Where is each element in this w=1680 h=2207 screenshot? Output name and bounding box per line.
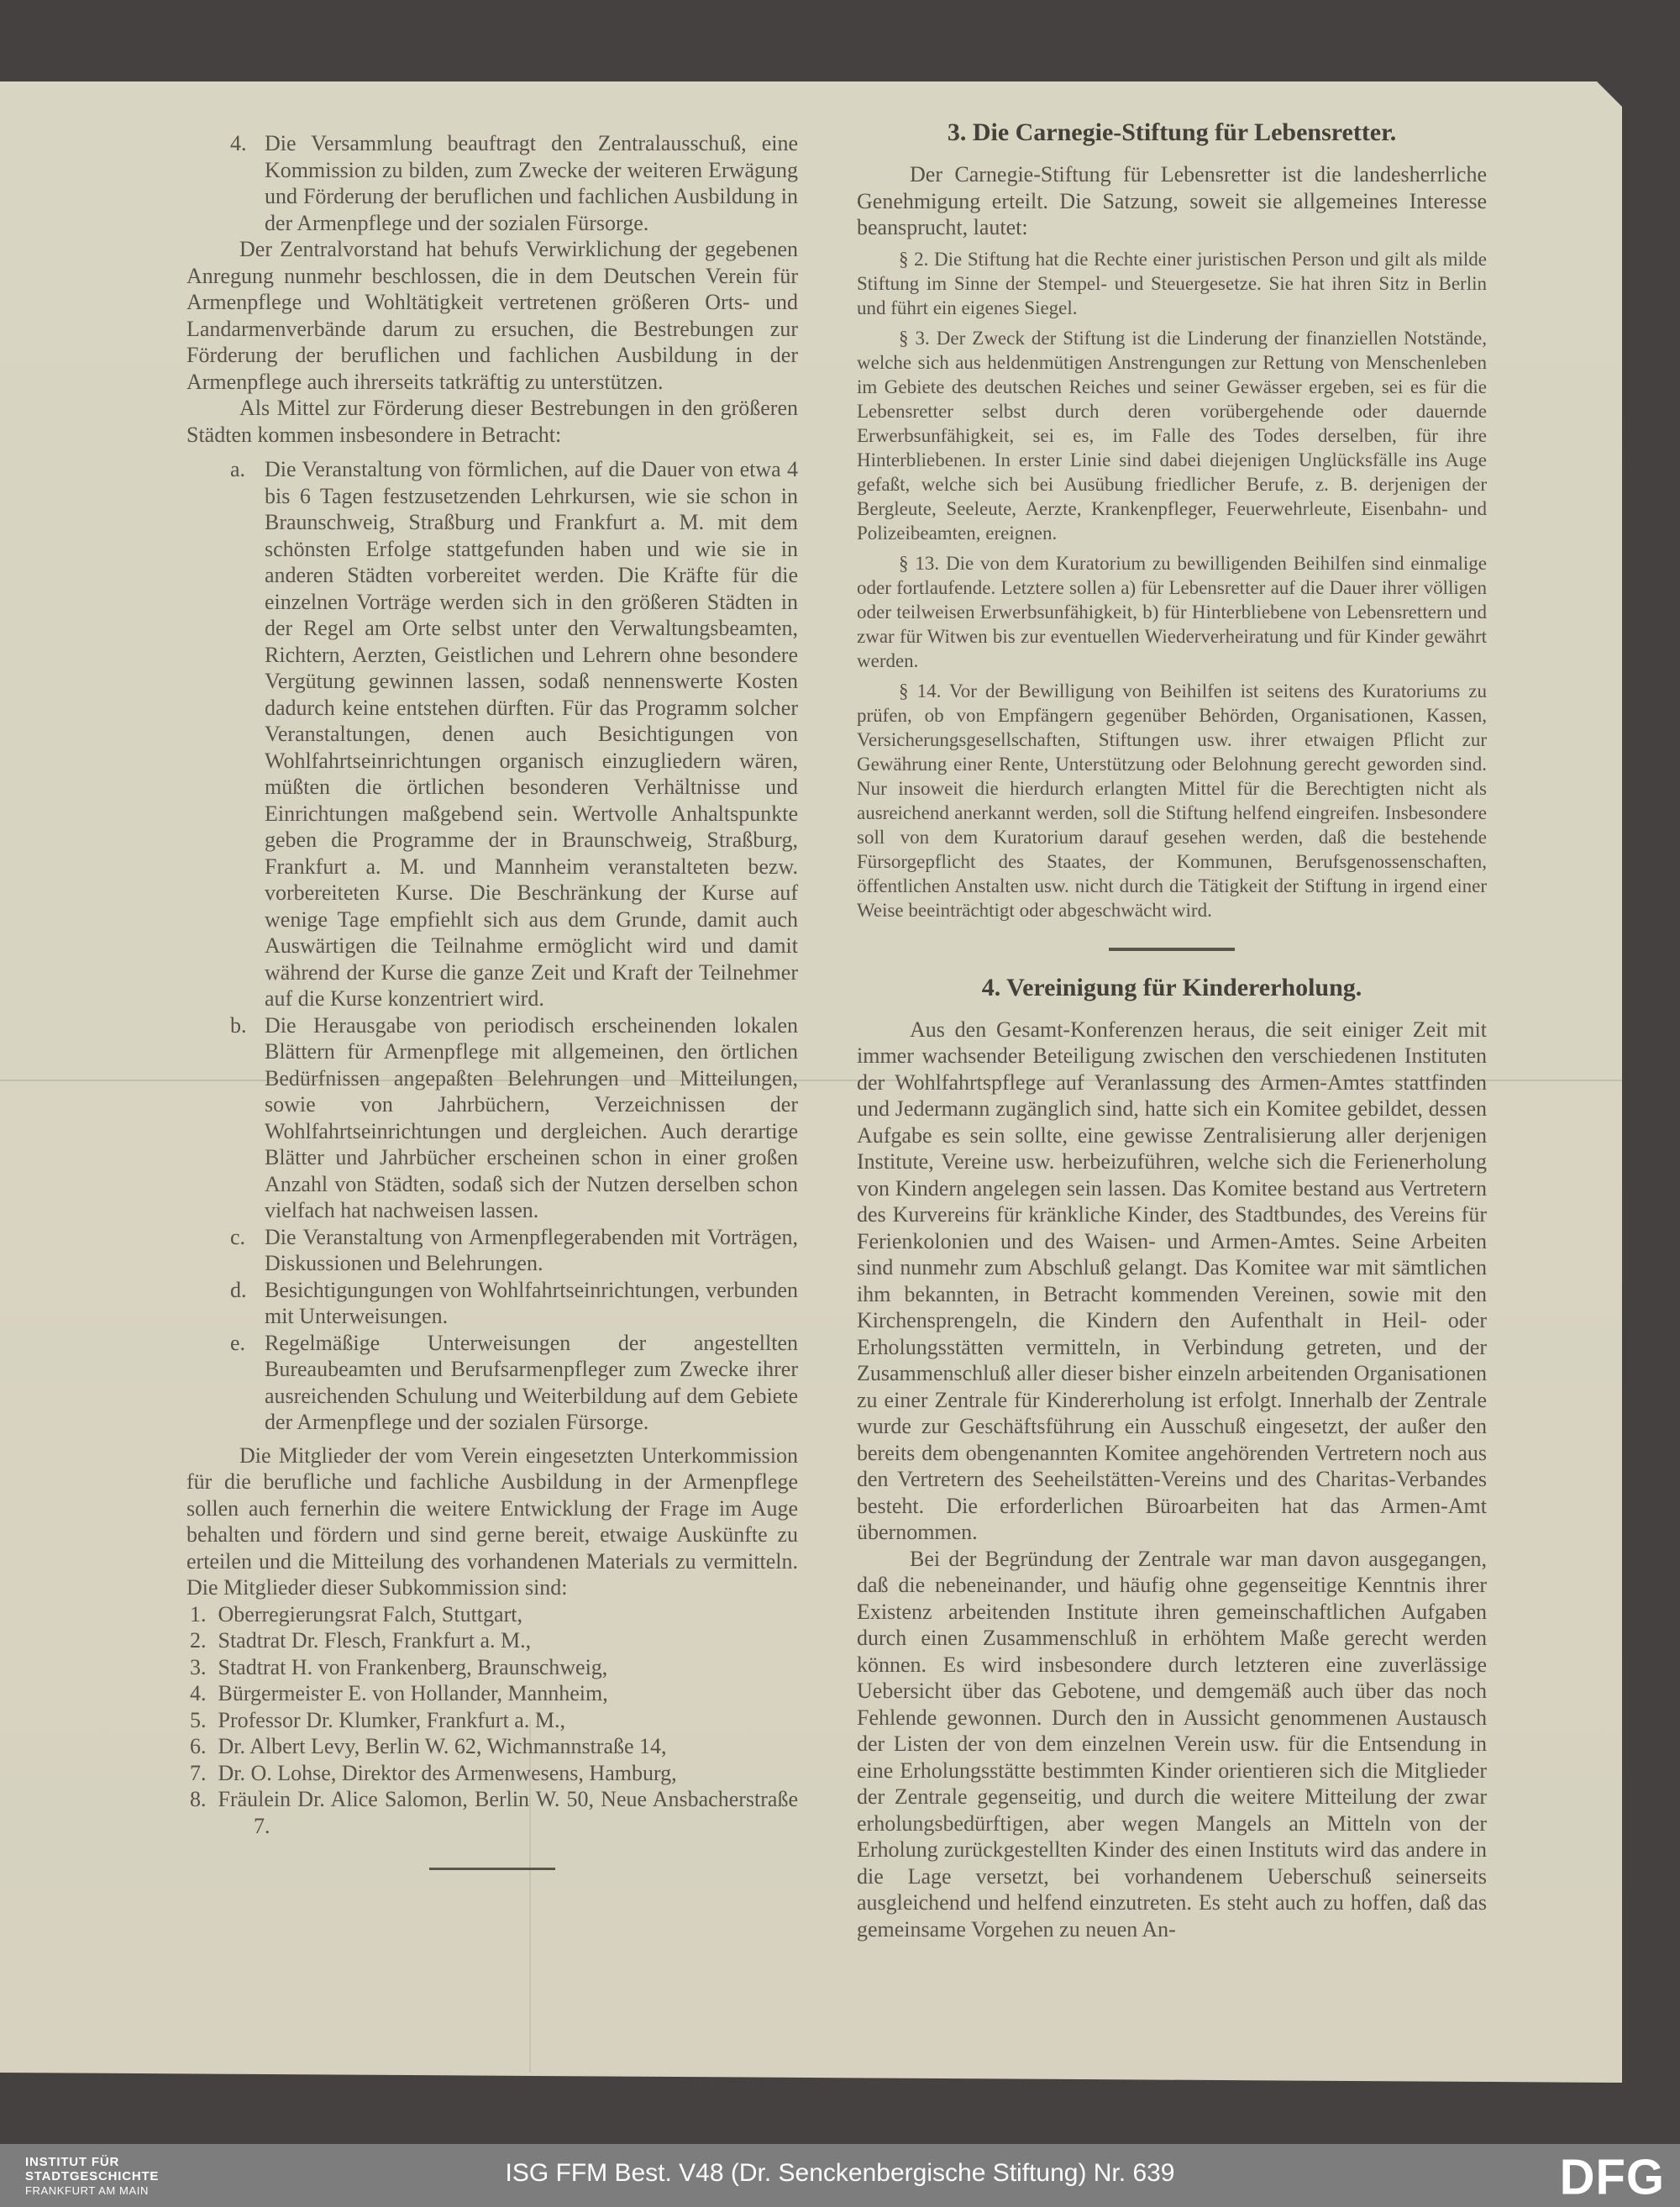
member-text: Oberregierungsrat Falch, Stuttgart,: [218, 1601, 522, 1626]
member-row: [186, 1786, 798, 1839]
member-text: Fräulein Dr. Alice Salomon, Berlin W. 50, Neue Ansbacherstraße 7.: [218, 1787, 798, 1838]
member-number: 3.: [190, 1654, 207, 1679]
member-row: [186, 1760, 798, 1787]
section-end-rule: [429, 1868, 555, 1870]
member-text: Stadtrat H. von Frankenberg, Braunschweig,: [218, 1654, 608, 1679]
item-text: Die Veranstaltung von Armenpflegerabenden mit Vorträgen, Diskussionen und Belehrungen.: [265, 1224, 798, 1275]
item-text: Regelmäßige Unterweisungen der angestellten Bureaubeamten und Berufsarmenpfleger zum Zwecke ihrer ausreichenden Schulung und Weiterbildung auf dem Gebiete der Armenpflege und der sozialen Fürsorge.: [265, 1330, 798, 1434]
item-marker: b.: [230, 1012, 247, 1038]
statute-paragraph-2: § 2. Die Stiftung hat die Rechte einer juristischen Person und gilt als milde Stiftung im Sinne der Stempel- und Steuergesetze. Sie hat ihren Sitz in Berlin und führt ein eigenes Siegel.: [857, 248, 1487, 318]
member-number: 5.: [190, 1707, 207, 1732]
lettered-list: [186, 456, 798, 1436]
archive-footer-bar: [0, 2144, 1680, 2207]
section-heading-kindererholung: 4. Vereinigung für Kindererholung.: [981, 973, 1362, 1001]
lettered-item-c: [186, 1224, 798, 1277]
item-marker: e.: [230, 1330, 246, 1355]
lettered-item-e: [186, 1330, 798, 1436]
statute-paragraph-13: § 13. Die von dem Kuratorium zu bewilligenden Beihilfen sind einmalige oder fortlaufende. Letztere sollen a) für Lebensretter auf die Dauer ihrer völligen oder teilweisen Erwerbsunfähigkeit, b) für Hinterbliebene von Lebensrettern und zwar für Witwen bis zur eventuellen Wiederverheiratung und für Kinder gewährt werden.: [857, 552, 1487, 671]
member-row: [186, 1627, 798, 1654]
item-text: Die Herausgabe von periodisch erscheinenden lokalen Blättern für Armenpflege mit allgemeinen, den örtlichen Bedürfnissen angepaßten Belehrungen und Mitteilungen, sowie von Jahrbüchern, Verzeichnissen der Wohlfahrtseinrichtungen und dergleichen. Auch derartige Blätter und Jahrbücher erscheinen schon in einer großen Anzahl von Städten, sodaß sich der Nutzen derselben schon vielfach hat nachweisen lassen.: [265, 1012, 798, 1222]
member-text: Stadtrat Dr. Flesch, Frankfurt a. M.,: [218, 1628, 532, 1653]
numbered-item-4: [186, 130, 798, 236]
item-marker: c.: [230, 1224, 246, 1249]
member-number: 7.: [190, 1760, 207, 1785]
section-heading-carnegie: 3. Die Carnegie-Stiftung für Lebensretter.: [947, 118, 1397, 146]
institute-line3: FRANKFURT AM MAIN: [25, 2184, 149, 2197]
member-number: 6.: [190, 1734, 207, 1758]
member-row: [186, 1680, 798, 1707]
lettered-item-d: [186, 1277, 798, 1330]
institute-line2: STADTGESCHICHTE: [25, 2169, 160, 2183]
right-column: [857, 118, 1487, 1942]
item-marker: d.: [230, 1277, 247, 1302]
archive-reference: ISG FFM Best. V48 (Dr. Senckenbergische Stiftung) Nr. 639: [505, 2159, 1175, 2187]
item-marker: 4.: [230, 131, 247, 155]
section-divider-rule: [1109, 948, 1235, 951]
member-number: 2.: [190, 1628, 207, 1653]
institute-line1: INSTITUT FÜR: [25, 2155, 120, 2169]
statute-paragraph-3: § 3. Der Zweck der Stiftung ist die Linderung der finanziellen Notstände, welche sich aus heldenmütigen Anstrengungen zur Rettung von Menschenleben im Gebiete des deutschen Reiches und seiner Gewässer ergeben, sei es für die Lebensretter selbst durch deren vorübergehende oder dauernde Erwerbsunfähigkeit, sei es, im Falle des Todes derselben, für ihre Hinterbliebenen. In erster Linie sind dabei diejenigen Unglücksfälle ins Auge gefaßt, welche sich bei Ausübung friedlicher Berufe, z. B. derjenigen der Bergleute, Seeleute, Aerzte, Krankenpfleger, Feuerwehrleute, Eisenbahn- und Polizeibeamten, ereignen.: [857, 327, 1487, 544]
dfg-logo: DFG: [1559, 2149, 1665, 2205]
paragraph-zentralvorstand: Der Zentralvorstand hat behufs Verwirklichung der gegebenen Anregung nunmehr beschlossen, die in dem Deutschen Verein für Armenpflege und Wohltätigkeit vertretenen größeren Orts- und Landarmenverbände darum zu ersuchen, die Bestrebungen zur Förderung der beruflichen und fachlichen Ausbildung in der Armenpflege auch ihrerseits tatkräftig zu unterstützen.: [186, 237, 798, 394]
paragraph-kindererholung-1: Aus den Gesamt-Konferenzen heraus, die seit einiger Zeit mit immer wachsender Beteiligung zwischen den verschiedenen Instituten der Wohlfahrtspflege auf Veranlassung des Armen-Amtes stattfinden und Jedermann zugänglich sind, hatte sich ein Komitee gebildet, dessen Aufgabe es sein sollte, eine gewisse Zentralisierung aller derjenigen Institute, Vereine usw. herbeizuführen, welche sich die Ferienerholung von Kindern angelegen sein lassen. Das Komitee bestand aus Vertretern des Kurvereins für kränkliche Kinder, des Stadtbundes, des Vereins für Ferienkolonien und des Waisen- und Armen-Amtes. Seine Arbeiten sind nunmehr zum Abschluß gelangt. Das Komitee war mit sämtlichen ihm bekannten, in Betracht kommenden Vereinen, sowie mit den Kirchensprengeln, die Kindern den Aufenthalt in Heil- oder Erholungsstätten vermitteln, in Verbindung getreten, und der Zusammenschluß aller dieser bisher einzeln arbeitenden Organisationen zu einer Zentrale für Kindererholung ist erfolgt. Innerhalb der Zentrale wurde zur Geschäftsführung ein Ausschuß eingesetzt, der außer den bereits dem obengenannten Komitee angehörenden Vertretern noch aus den Vertretern des Seeheilstätten-Vereins und des Charitas-Verbandes besteht. Die erforderlichen Büroarbeiten hat das Armen-Amt übernommen.: [857, 1017, 1487, 1544]
paragraph-mitglieder: Die Mitglieder der vom Verein eingesetzten Unterkommission für die berufliche und fachliche Ausbildung in der Armenpflege sollen auch fernerhin die weitere Entwicklung der Frage im Auge behalten und fördern und sind gerne bereit, etwaige Auskünfte zu erteilen und die Mitteilung des vorhandenen Materials zu vermitteln. Die Mitglieder dieser Subkommission sind:: [186, 1442, 798, 1600]
statute-paragraph-14: § 14. Vor der Bewilligung von Beihilfen ist seitens des Kuratoriums zu prüfen, ob von Empfängern gegenüber Behörden, Organisationen, Kassen, Versicherungsgesellschaften, Stiftungen usw. ihrer etwaigen Pflicht zur Gewährung einer Rente, Unterstützung oder Belohnung gerecht geworden sind. Nur insoweit die hierdurch erlangten Mittel für die Berechtigten nicht als ausreichend anerkannt werden, soll die Stiftung helfend eingreifen. Insbesondere soll von dem Kuratorium darauf gesehen werden, daß die bestehende Fürsorgepflicht des Staates, der Kommunen, Berufsgenossenschaften, öffentlichen Anstalten usw. nicht durch die Tätigkeit der Stiftung in irgend einer Weise beeinträchtigt oder abgeschwächt wird.: [857, 680, 1487, 921]
lettered-item-b: [186, 1012, 798, 1224]
member-text: Professor Dr. Klumker, Frankfurt a. M.,: [218, 1707, 565, 1732]
member-row: [186, 1733, 798, 1760]
member-text: Dr. O. Lohse, Direktor des Armenwesens, Hamburg,: [218, 1760, 677, 1785]
lettered-item-a: [186, 456, 798, 1012]
member-row: [186, 1654, 798, 1681]
member-text: Dr. Albert Levy, Berlin W. 62, Wichmannstraße 14,: [218, 1734, 667, 1758]
paragraph-carnegie-intro: Der Carnegie-Stiftung für Lebensretter ist die landesherrliche Genehmigung erteilt. Die Satzung, soweit sie allgemeines Interesse beansprucht, lautet:: [857, 162, 1487, 239]
member-text: Bürgermeister E. von Hollander, Mannheim,: [218, 1681, 608, 1705]
member-row: [186, 1707, 798, 1734]
item-text: Die Versammlung beauftragt den Zentralausschuß, eine Kommission zu bilden, zum Zwecke der weiteren Erwägung und Förderung der beruflichen und fachlichen Ausbildung in der Armenpflege und der sozialen Fürsorge.: [265, 131, 798, 235]
member-number: 4.: [190, 1681, 207, 1705]
member-row: [186, 1601, 798, 1628]
paragraph-kindererholung-2: Bei der Begründung der Zentrale war man davon ausgegangen, daß die nebeneinander, und häufig ohne gegenseitige Kenntnis ihrer Existenz arbeitenden Institute ihren gemeinschaftlichen Aufgaben durch einen Zusammenschluß in erhöhtem Maße gerecht werden können. Es wird insbesondere durch letzteren eine zuverlässige Uebersicht über das Gebotene, und demgemäß auch über das noch Fehlende gewonnen. Durch den in Aussicht genommenen Austausch der Listen der von dem einzelnen Verein usw. für die Entsendung in eine Erholungsstätte bestimmten Kinder orientieren sich die Mitglieder der Zentrale gegenseitig, und durch die weitere Mitteilung der zwar erholungsbedürftigen, aber wegen Mangels an Mitteln von der Erholung zurückgestellten Kinder des einen Instituts wird das andere in die Lage versetzt, bei vorhandenem Ueberschuß seinerseits ausgleichend und helfend einzutreten. Es steht auch zu hoffen, daß das gemeinsame Vorgehen zu neuen An-: [857, 1546, 1487, 1942]
item-text: Besichtigungungen von Wohlfahrtseinrichtungen, verbunden mit Unterweisungen.: [265, 1277, 798, 1328]
item-text: Die Veranstaltung von förmlichen, auf die Dauer von etwa 4 bis 6 Tagen festzusetzenden Lehrkursen, wie sie schon in Braunschweig, Straßburg und Frankfurt a. M. mit dem schönsten Erfolge stattgefunden haben und wie sie in anderen Städten vorbereitet werden. Die Kräfte für die einzelnen Vorträge werden sich in den größeren Städten in der Regel am Orte selbst unter den Verwaltungsbeamten, Richtern, Aerzten, Geistlichen und Lehrern ohne besondere Vergütung gewinnen lassen, sodaß nennenswerte Kosten dadurch keine entstehen dürften. Für das Programm solcher Veranstaltungen, denen auch Besichtigungen von Wohlfahrtseinrichtungen organisch einzugliedern wären, müßten die örtlichen besonderen Verhältnisse und Einrichtungen maßgebend sein. Wertvolle Anhaltspunkte geben die Programme der in Braunschweig, Straßburg, Frankfurt a. M. und Mannheim veranstalteten bezw. vorbereiteten Kurse. Die Beschränkung der Kurse auf wenige Tage empfiehlt sich aus dem Grunde, damit auch Auswärtigen die Teilnahme ermöglicht wird und damit während der Kurse die ganze Zeit und Kraft der Teilnehmer auf die Kurse konzentriert wird.: [265, 457, 798, 1011]
member-number: 1.: [190, 1601, 207, 1626]
paragraph-mittel: Als Mittel zur Förderung dieser Bestrebungen in den größeren Städten kommen insbesondere in Betracht:: [186, 396, 798, 447]
member-list: [186, 1601, 798, 1840]
item-marker: a.: [230, 457, 246, 481]
left-column: [186, 130, 798, 1870]
member-number: 8.: [190, 1787, 207, 1811]
